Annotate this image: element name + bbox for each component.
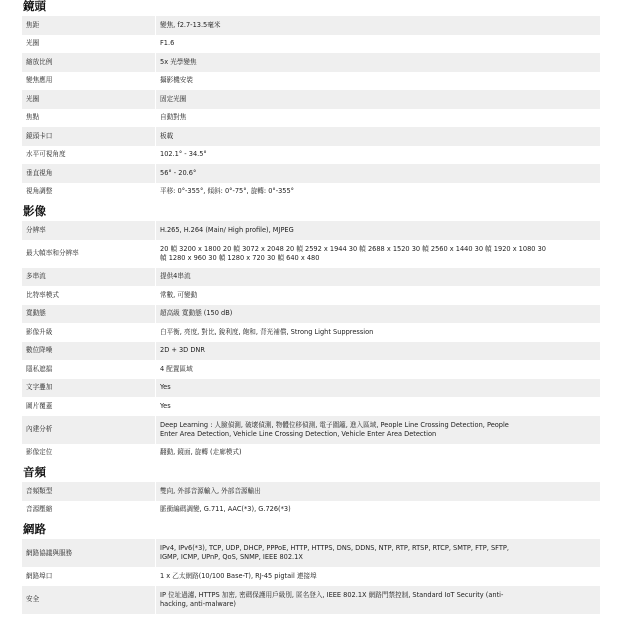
spec-row <box>22 323 600 342</box>
spec-label: 音頻類型 <box>26 486 53 495</box>
spec-row <box>22 221 600 240</box>
spec-label: 內建分析 <box>26 425 53 433</box>
spec-label: 最大幀率和分辨率 <box>26 249 79 257</box>
spec-row <box>22 53 600 72</box>
spec-value: 板載 <box>155 127 600 146</box>
spec-value: IP 位址過濾, HTTPS 加密, 密碼保護用戶級別, 匿名登入, IEEE 802.1X 網路門禁控制, Standard IoT Security (anti- hacking, anti-malware) <box>155 586 600 614</box>
spec-row <box>22 286 600 305</box>
spec-row <box>22 501 600 520</box>
spec-value: Deep Learning : 人臉偵測, 破壞偵測, 物體位移偵測, 電子圍籬, 進入區域, People Line Crossing Detection, People Enter Area Detection, Vehicle Line Crossing Detection, Vehicle Enter Area Detection <box>155 416 600 444</box>
spec-value: H.265, H.264 (Main/ High profile), MJPEG <box>155 221 600 240</box>
spec-value: Yes <box>155 397 600 416</box>
spec-value: 1 x 乙太網路(10/100 Base-T), RJ-45 pigtail 連接埠 <box>155 567 600 586</box>
spec-row <box>22 109 600 128</box>
spec-row <box>22 397 600 416</box>
spec-value: 白平衡, 亮度, 對比, 銳利度, 飽和, 背光補償, Strong Light Suppression <box>155 323 600 342</box>
spec-label: 網路協議與服務 <box>26 548 73 557</box>
spec-value: 變焦, f2.7-13.5毫米 <box>155 16 600 35</box>
section-title: 鏡頭 <box>23 0 46 13</box>
spec-row <box>22 35 600 54</box>
spec-row <box>22 567 600 586</box>
spec-row <box>22 268 600 287</box>
spec-value: 2D + 3D DNR <box>155 342 600 361</box>
spec-label: 影像升級 <box>26 327 53 336</box>
spec-row <box>22 416 600 444</box>
spec-label: 多串流 <box>26 272 46 281</box>
spec-label: 網路埠口 <box>26 571 53 580</box>
spec-row <box>22 16 600 35</box>
spec-row <box>22 586 600 614</box>
spec-label: 比特率模式 <box>26 290 59 299</box>
spec-label: 縮放比例 <box>26 57 53 66</box>
spec-value: 翻動, 鏡面, 旋轉 (走廊模式) <box>155 444 600 463</box>
section-title: 網路 <box>23 522 46 536</box>
spec-value: 固定光圈 <box>155 90 600 109</box>
spec-sheet <box>22 0 600 614</box>
spec-label: 鏡頭卡口 <box>26 131 53 140</box>
spec-label: 變焦應用 <box>26 76 53 85</box>
spec-row <box>22 127 600 146</box>
spec-label: 焦距 <box>26 20 40 29</box>
spec-row <box>22 444 600 463</box>
spec-label: 數位降噪 <box>26 346 53 355</box>
spec-value: 自動對焦 <box>155 109 600 128</box>
spec-row <box>22 72 600 91</box>
spec-value: 平移: 0°-355°, 傾斜: 0°-75°, 旋轉: 0°-355° <box>155 183 600 202</box>
section-title: 音頻 <box>23 465 46 479</box>
spec-row <box>22 90 600 109</box>
spec-value: 56° - 20.6° <box>155 164 600 183</box>
spec-row <box>22 482 600 501</box>
spec-value: 4 配置區域 <box>155 360 600 379</box>
spec-row <box>22 305 600 324</box>
spec-label: 隱私遮擋 <box>26 364 53 373</box>
spec-value: Yes <box>155 379 600 398</box>
spec-value: 攝影機安裝 <box>155 72 600 91</box>
spec-label: 視角調整 <box>26 187 53 196</box>
spec-label: 文字疊加 <box>26 383 53 392</box>
spec-value: 102.1° - 34.5° <box>155 146 600 165</box>
spec-label: 圖片覆蓋 <box>26 401 53 410</box>
spec-row <box>22 183 600 202</box>
spec-row <box>22 360 600 379</box>
spec-value: 超高級 寬動態 (150 dB) <box>155 305 600 324</box>
spec-label: 音源壓縮 <box>26 505 53 514</box>
spec-label: 垂直視角 <box>26 168 53 177</box>
spec-row <box>22 539 600 567</box>
spec-label: 寬動態 <box>26 309 46 318</box>
section-title: 影像 <box>23 204 46 218</box>
spec-value: IPv4, IPv6(*3), TCP, UDP, DHCP, PPPoE, HTTP, HTTPS, DNS, DDNS, NTP, RTP, RTSP, RTCP, SMTP, FTP, SFTP, IGMP, ICMP, UPnP, QoS, SNMP, IEEE 802.1X <box>155 539 600 567</box>
spec-label: 光圈 <box>26 39 40 48</box>
spec-value: 常數, 可變動 <box>155 286 600 305</box>
spec-row <box>22 379 600 398</box>
spec-value: F1.6 <box>155 35 600 54</box>
spec-value: 20 幀 3200 x 1800 20 幀 3072 x 2048 20 幀 2592 x 1944 30 幀 2688 x 1520 30 幀 2560 x 1440 30 幀 1920 x 1080 30 幀 1280 x 960 30 幀 1280 x 720 30 幀 640 x 480 <box>155 240 600 268</box>
spec-row <box>22 146 600 165</box>
spec-label: 安全 <box>26 595 40 603</box>
spec-value: 脈衝編碼調變, G.711, AAC(*3), G.726(*3) <box>155 501 600 520</box>
spec-row <box>22 164 600 183</box>
spec-label: 水平可視角度 <box>26 150 66 159</box>
spec-label: 分辨率 <box>26 225 46 234</box>
spec-value: 提供4串流 <box>155 268 600 287</box>
spec-row <box>22 342 600 361</box>
spec-row <box>22 240 600 268</box>
spec-label: 影像定位 <box>26 448 53 457</box>
spec-label: 焦點 <box>26 113 40 122</box>
spec-value: 5x 光學變焦 <box>155 53 600 72</box>
spec-label: 光圈 <box>26 94 40 103</box>
spec-value: 雙向, 外部音源輸入, 外部音源輸出 <box>155 482 600 501</box>
